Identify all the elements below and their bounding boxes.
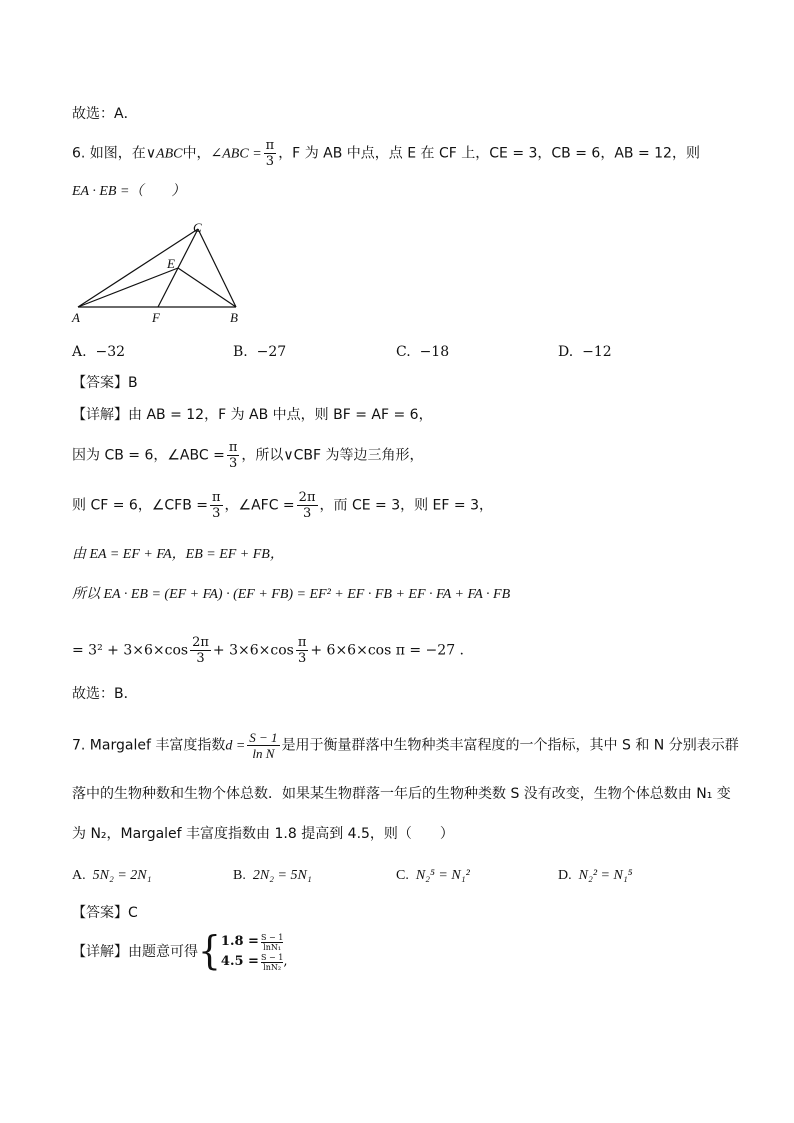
- label-A: A: [72, 310, 80, 325]
- q6-stem-fraction: $\frac{\pi}{3}$: [265, 138, 275, 169]
- q6-conclusion: 故选：B．: [72, 686, 138, 702]
- q5-conclusion: 故选：A．: [72, 106, 138, 122]
- q6-stem-line1: [72, 138, 700, 169]
- left-brace: {: [198, 928, 221, 974]
- q7-stem-line2: 落中的生物种数和生物个体总数．如果某生物群落一年后的生物种类数 S 没有改变，生物个体总数由 N₁ 变: [72, 786, 731, 802]
- fraction-pi-over-3: $\frac{\pi}{3}$: [228, 440, 238, 471]
- q6-option-a: A. −32: [72, 344, 126, 360]
- fraction-d: $\frac{S - 1}{\text{ln N}}$: [249, 730, 278, 761]
- q7-stem-line1: 7. Margalef 丰富度指数d = $\frac{S - 1}{\text{ln N}}$ 是用于衡量群落中生物种类丰富程度的一个指标，其中 S 和 N 分别表示群: [72, 730, 739, 761]
- q7-option-a: A. 5N₂ = 2N₁: [72, 868, 152, 883]
- fraction-2pi-over-3: $\frac{2\pi}{3}$: [298, 490, 316, 521]
- q6-detail-line2: 因为 CB = 6，∠ABC = $\frac{\pi}{3}$ ，所以∨CBF 为等边三角形，: [72, 440, 424, 471]
- label-B: B: [230, 310, 238, 325]
- fraction-pi-over-3: $\frac{\pi}{3}$: [297, 635, 307, 666]
- q7-answer: 【答案】C: [72, 905, 138, 921]
- q6-detail-line4: 由 EA = EF + FA，EB = EF + FB，: [72, 547, 284, 562]
- q7-stem-line3: 为 N₂，Margalef 丰富度指数由 1.8 提高到 4.5，则（ ）: [72, 826, 454, 842]
- q6-stem-mid: 中，: [182, 145, 211, 162]
- triangle-figure: [70, 218, 250, 328]
- q6-stem-triangle: ∨ABC: [145, 146, 183, 162]
- label-E: E: [167, 256, 175, 271]
- q6-option-d: D. −12: [558, 344, 612, 360]
- q6-option-b: B. −27: [233, 344, 287, 360]
- fraction-2pi-over-3: $\frac{2\pi}{3}$: [192, 635, 209, 666]
- equation-system: [221, 932, 288, 972]
- edge-AC: [78, 229, 198, 307]
- system-row-2: 4.5 = $\frac{S - 1}{\text{lnN₂}}$ ,: [220, 952, 288, 972]
- q7-option-c: C. N₂⁵ = N₁²: [396, 868, 470, 883]
- q6-detail-line6: = 3² + 3×6×cos $\frac{2\pi}{3}$ + 3×6×cos $\frac{\pi}{3}$ + 6×6×cos π = −27 .: [72, 635, 464, 666]
- q6-answer: 【答案】B: [72, 375, 138, 391]
- q6-detail-line1: 【详解】由 AB = 12，F 为 AB 中点，则 BF = AF = 6，: [72, 407, 433, 423]
- q6-stem-angle: ∠ABC =: [210, 146, 262, 162]
- system-row-1: 1.8 = $\frac{S - 1}{\text{lnN₁}}$: [220, 932, 284, 952]
- edge-CB: [198, 229, 236, 307]
- q6-option-c: C. −18: [396, 344, 450, 360]
- edge-EB: [178, 268, 236, 307]
- q6-stem-rest: ，F 为 AB 中点，点 E 在 CF 上，CE = 3，CB = 6，AB = 12，则: [278, 145, 700, 162]
- q7-option-d: D. N₂² = N₁⁵: [558, 868, 633, 883]
- q7-detail: 【详解】由题意可得{ 1.8 = $\frac{S - 1}{\text{lnN₁}}$ 4.5 = $\frac{S - 1}{\text{lnN₂}}$ ,: [72, 928, 288, 974]
- q6-detail-line3: 则 CF = 6，∠CFB = $\frac{\pi}{3}$ ，∠AFC = $\frac{2\pi}{3}$ ，而 CE = 3，则 EF = 3，: [72, 490, 493, 521]
- q6-detail-line5: 所以 EA · EB = (EF + FA) · (EF + FB) = EF² + EF · FB + EF · FA + FA · FB: [72, 587, 511, 602]
- label-F: F: [152, 310, 160, 325]
- label-C: C: [193, 220, 202, 235]
- fraction-pi-over-3: $\frac{\pi}{3}$: [211, 490, 221, 521]
- q7-option-b: B. 2N₂ = 5N₁: [233, 868, 312, 883]
- q6-stem-line2: EA · EB =（ ）: [72, 184, 186, 199]
- q6-stem-prefix: 6. 如图，在: [72, 145, 146, 162]
